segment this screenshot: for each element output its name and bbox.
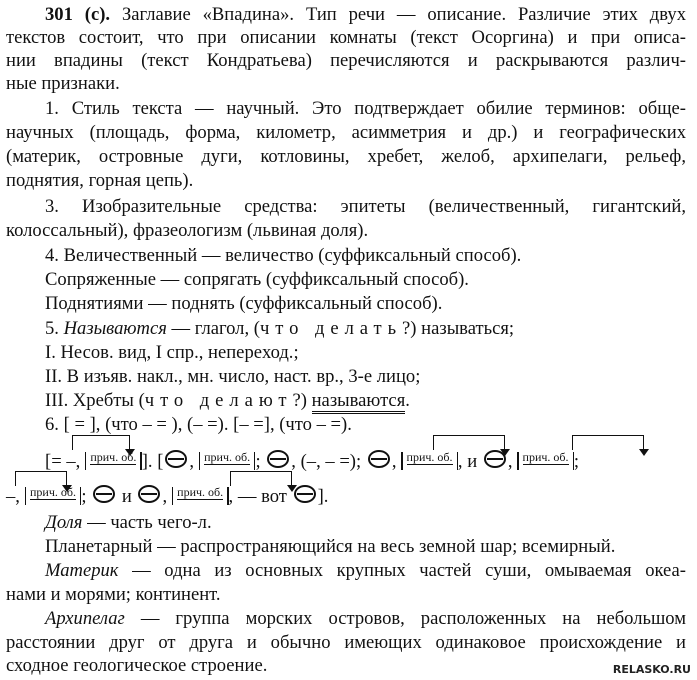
p6-l2-open: [= –, bbox=[45, 451, 81, 472]
def-4-word: Архипелаг bbox=[45, 608, 125, 629]
subject-oval bbox=[93, 485, 115, 503]
p5-rest-a: — глагол, ( bbox=[171, 318, 260, 339]
p5-line-3: II. В изъяв. накл., мн. число, наст. вр., 3-е лицо; bbox=[45, 366, 421, 387]
def-4-line-1 bbox=[45, 608, 686, 630]
p6-num: 6. bbox=[45, 414, 59, 435]
p4-line-2: Сопряженные — сопрягать (суффиксальный способ). bbox=[45, 269, 469, 290]
subject-oval bbox=[484, 450, 506, 468]
p6-line-2 bbox=[45, 450, 579, 474]
clause-4 bbox=[519, 451, 573, 474]
arrow-1 bbox=[72, 435, 130, 450]
def-1-word: Доля bbox=[45, 512, 83, 533]
watermark: RELASKO.RU bbox=[612, 663, 691, 676]
p6-l2-end: ; bbox=[573, 451, 580, 472]
p5-l4-a: III. Хребты ( bbox=[45, 390, 145, 411]
p5-rest-b: ?) называться; bbox=[402, 318, 515, 339]
p6-l3-b: , bbox=[162, 486, 168, 507]
p6-l2-mid1: , bbox=[189, 451, 195, 472]
p6-l3-start: –, bbox=[6, 486, 20, 507]
subject-oval bbox=[267, 450, 289, 468]
clause-label: прич. об. bbox=[522, 450, 569, 464]
header-line-3: нии впадины (текст Кондратьева) перечисляются и раскрываются различ- bbox=[6, 50, 686, 71]
clause-label: прич. об. bbox=[406, 450, 453, 464]
def-1 bbox=[45, 512, 212, 534]
p5-l4-d: . bbox=[405, 390, 410, 411]
p6-l3-end: ]. bbox=[317, 486, 329, 507]
def-3-line-1 bbox=[45, 560, 686, 582]
p6-l3-and: и bbox=[121, 486, 132, 507]
subject-oval bbox=[368, 450, 390, 468]
def-2: Планетарный — распространяющийся на весь земной шар; всемирный. bbox=[45, 536, 616, 557]
p3-line-1: 3. Изобразительные средства: эпитеты (величественный, гигантский, bbox=[45, 196, 686, 217]
p5-l4-b: ?) bbox=[292, 390, 307, 411]
header-line-2: текстов состоит, что при описании комнаты (текст Осоргина) и при описа- bbox=[6, 27, 686, 48]
p5-word: Называются bbox=[63, 318, 167, 339]
p5-l4-predicate: называются bbox=[312, 390, 406, 414]
p6-l2-mid3: , (–, – =); bbox=[291, 451, 362, 472]
clause-label: прич. об. bbox=[90, 450, 137, 464]
clause-6 bbox=[173, 486, 227, 509]
p5-question: что делать bbox=[259, 318, 403, 339]
clause-label: прич. об. bbox=[177, 485, 224, 499]
clause-3 bbox=[403, 451, 457, 474]
arrow-2 bbox=[433, 435, 505, 450]
p4-line-1: 4. Величественный — величество (суффиксальный способ). bbox=[45, 245, 522, 266]
arrow-4 bbox=[15, 471, 67, 486]
header-text-1: Заглавие «Впадина». Тип речи — описание. Различие этих двух bbox=[121, 4, 687, 25]
p5-line-2: I. Несов. вид, I спр., неперeход.; bbox=[45, 342, 299, 363]
p6-line-1 bbox=[45, 414, 352, 436]
clause-5 bbox=[26, 486, 80, 509]
subject-oval bbox=[294, 485, 316, 503]
p6-l2-mid6: , bbox=[507, 451, 513, 472]
p6-l2-mid5: , и bbox=[457, 451, 478, 472]
p6-line-3 bbox=[6, 485, 328, 509]
header-line-4: ные признаки. bbox=[6, 73, 120, 94]
def-1-text: — часть чего-л. bbox=[87, 512, 212, 533]
p4-line-3: Поднятиями — поднять (суффиксальный способ). bbox=[45, 293, 443, 314]
clause-1 bbox=[86, 451, 140, 474]
clause-label: прич. об. bbox=[204, 450, 251, 464]
p6-l3-c: , — вот bbox=[228, 486, 287, 507]
p6-l2-mid4: , bbox=[391, 451, 397, 472]
subject-oval bbox=[138, 485, 160, 503]
def-3-text: — одна из основных крупных частей суши, омываемая океа- bbox=[132, 560, 686, 581]
p3-line-2: колоссальный), фразеологизм (львиная доля). bbox=[6, 220, 369, 241]
arrow-5 bbox=[230, 471, 292, 486]
p5-line-4 bbox=[45, 390, 410, 412]
def-3-line-2: нами и морями; континент. bbox=[6, 584, 221, 605]
p1-line-3: (материк, островные дуги, котловины, хребет, желоб, архипелаги, рельеф, bbox=[6, 146, 686, 167]
p1-line-2: научных (площадь, форма, километр, асимметрия и др.) и географических bbox=[6, 122, 686, 143]
p5-line-1 bbox=[45, 318, 514, 340]
subject-oval bbox=[165, 450, 187, 468]
arrow-3 bbox=[572, 435, 644, 450]
def-4-line-3: сходное геологическое строение. bbox=[6, 655, 268, 676]
p1-line-4: поднятия, горная цепь). bbox=[6, 170, 194, 191]
p1-line-1: 1. Стиль текста — научный. Это подтверждает обилие терминов: обще- bbox=[45, 98, 686, 119]
p6-l3-a: ; bbox=[81, 486, 87, 507]
p5-l4-question: что делают bbox=[144, 390, 293, 411]
p6-l2-close: ]. [ bbox=[141, 451, 164, 472]
p6-l2-mid2: ; bbox=[255, 451, 261, 472]
exercise-number: 301 (с). bbox=[45, 4, 111, 25]
p6-scheme-1: [ = ], (что – = ), (– =). [– =], (что – =). bbox=[63, 414, 352, 435]
def-3-word: Материк bbox=[45, 560, 119, 581]
clause-label: прич. об. bbox=[30, 485, 76, 499]
def-4-line-2: расстоянии друг от друга и обычно имеющих одинаковое происхождение и bbox=[6, 632, 686, 653]
def-4-text: — группа морских островов, расположенных на небольшом bbox=[140, 608, 686, 629]
p5-num: 5. bbox=[45, 318, 59, 339]
header-line-1 bbox=[45, 4, 686, 26]
